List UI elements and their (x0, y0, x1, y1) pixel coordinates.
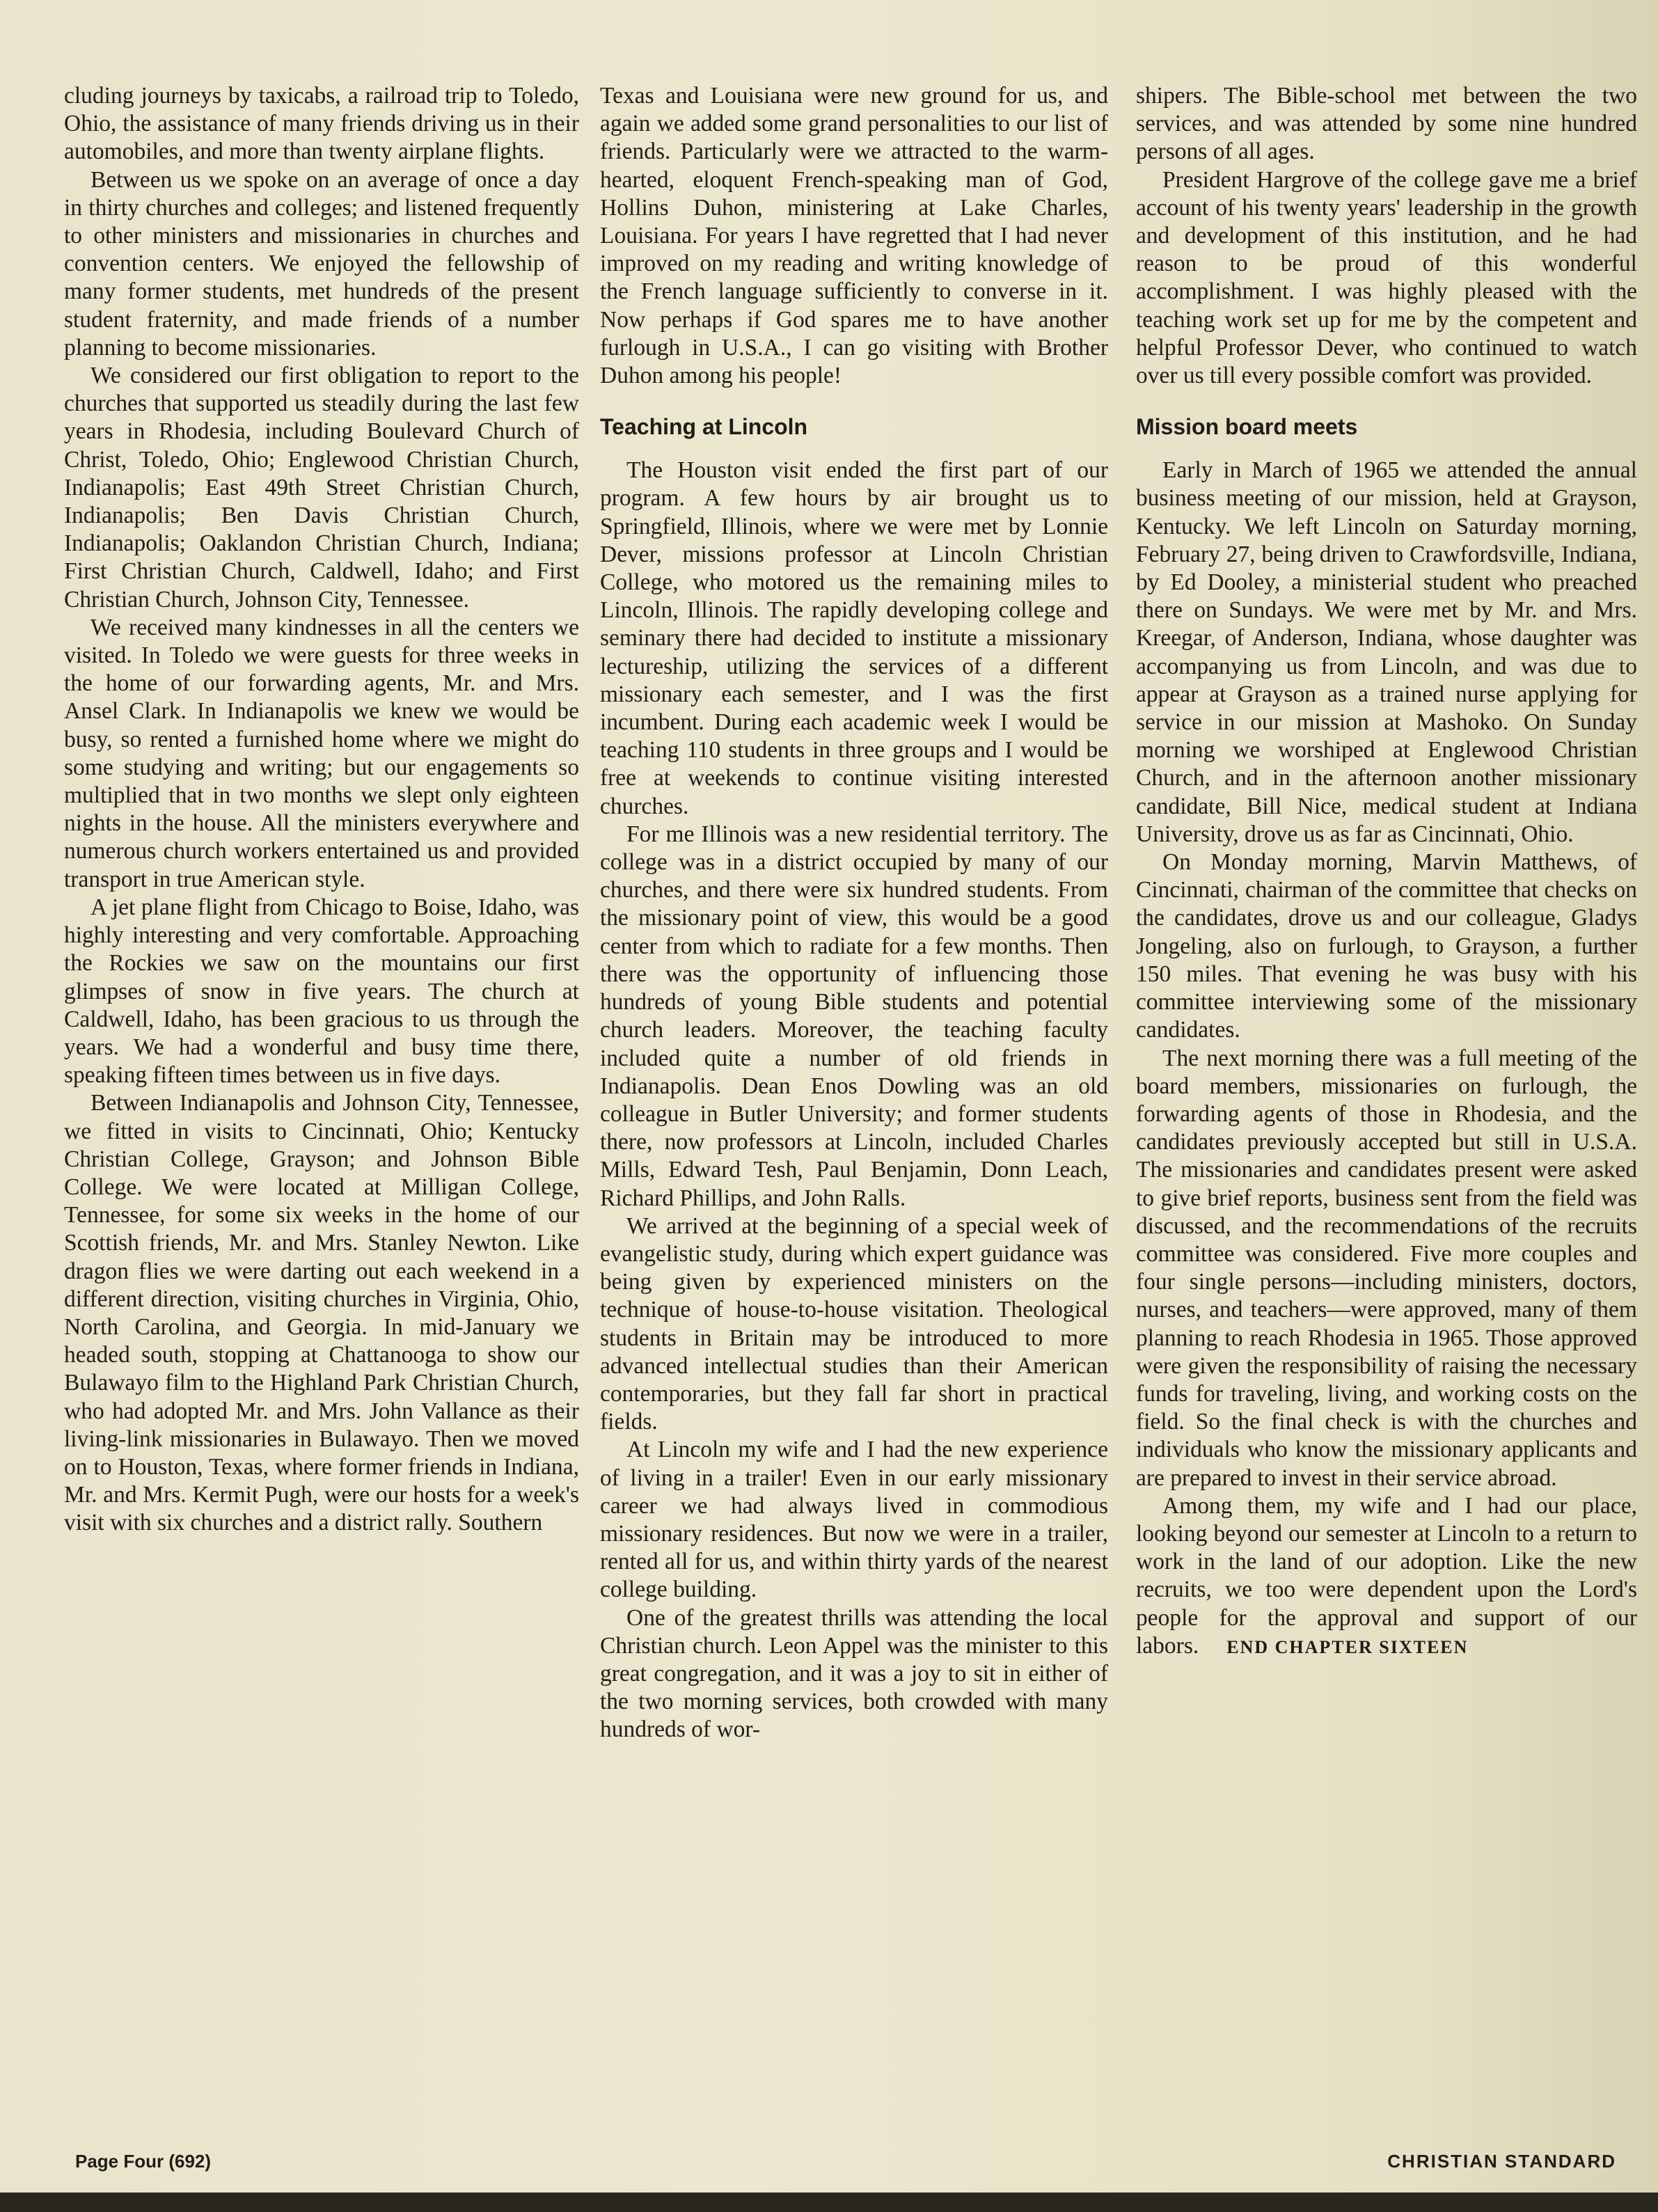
column-1 (64, 82, 579, 1538)
paragraph: shipers. The Bible-school met between the two services, and was attended by some nine hundred persons of all ages. (1136, 83, 1637, 165)
section-heading-teaching-at-lincoln: Teaching at Lincoln (600, 414, 808, 440)
paragraph: A jet plane flight from Chicago to Boise, Idaho, was highly interesting and very comfortable. Approaching the Rockies we saw on the mountains our first glimpses of snow in five years. The church at Caldwell, Idaho, has been gracious to us through the years. We had a wonderful and busy time there, speaking fifteen times between us in five days. (64, 894, 579, 1089)
page-number-footer: Page Four (692) (75, 2151, 212, 2172)
paragraph: We arrived at the beginning of a special week of evangelistic study, during which expert guidance was being given by experienced ministers on the technique of house-to-house visitation. Theological students in Britain may be introduced to more advanced intellectual studies than their American contemporaries, but they fall far short in practical fields. (600, 1212, 1108, 1435)
section-heading-mission-board-meets: Mission board meets (1136, 414, 1358, 440)
paragraph: Texas and Louisiana were new ground for us, and again we added some grand personalities to our list of friends. Particularly were we attracted to the warm-hearted, eloquent French-speaking man of God, Hollins Duhon, ministering at Lake Charles, Louisiana. For years I have regretted that I had never improved on my reading and writing knowledge of the French language sufficiently to converse in it. Now perhaps if God spares me to have another furlough in U.S.A., I can go visiting with Brother Duhon among his people! (600, 83, 1108, 389)
paragraph: On Monday morning, Marvin Matthews, of Cincinnati, chairman of the committee that checks on the candidates, drove us and our colleague, Gladys Jongeling, also on furlough, to Grayson, a further 150 miles. That evening he was busy with his committee interviewing some of the missionary candidates. (1136, 849, 1637, 1043)
paragraph: The next morning there was a full meeting of the board members, missionaries on furlough, the forwarding agents of those in Rhodesia, and the candidates previously accepted but still in U.S.A. The missionaries and candidates present were asked to give brief reports, business sent from the field was discussed, and the recommendations of the recruits committee was considered. Five more couples and four single persons—including ministers, doctors, nurses, and teachers—were approved, many of them planning to reach Rhodesia in 1965. Those approved were given the responsibility of raising the necessary funds for traveling, living, and working costs on the field. So the final check is with the churches and individuals who know the missionary applicants and are prepared to invest in their service abroad. (1136, 1045, 1637, 1491)
end-chapter-marker: END CHAPTER SIXTEEN (1226, 1636, 1469, 1657)
paragraph: President Hargrove of the college gave me a brief account of his twenty years' leadership in the growth and development of this institution, and he had reason to be proud of this wonderful accomplishment. I was highly pleased with the teaching work set up for me by the competent and helpful Professor Dever, who continued to watch over us till every possible comfort was provided. (1136, 166, 1637, 389)
column-2 (600, 82, 1108, 1744)
paragraph: The Houston visit ended the first part of our program. A few hours by air brought us to Springfield, Illinois, where we were met by Lonnie Dever, missions professor at Lincoln Christian College, who motored us the remaining miles to Lincoln, Illinois. The rapidly developing college and seminary there had decided to institute a missionary lectureship, utilizing the services of a different missionary each semester, and I was the first incumbent. During each academic week I would be teaching 110 students in three groups and I would be free at weekends to continue visiting interested churches. (600, 457, 1108, 819)
paragraph: Between Indianapolis and Johnson City, Tennessee, we fitted in visits to Cincinnati, Ohio; Kentucky Christian College, Grayson; and Johnson Bible College. We were located at Milligan College, Tennessee, for some six weeks in the home of our Scottish friends, Mr. and Mrs. Stanley Newton. Like dragon flies we were darting out each weekend in a different direction, visiting churches in Virginia, Ohio, North Carolina, and Georgia. In mid-January we headed south, stopping at Chattanooga to show our Bulawayo film to the Highland Park Christian Church, who had adopted Mr. and Mrs. John Vallance as their living-link missionaries in Bulawayo. Then we moved on to Houston, Texas, where former friends in Indiana, Mr. and Mrs. Kermit Pugh, were our hosts for a week's visit with six churches and a district rally. Southern (64, 1090, 579, 1536)
paragraph: Early in March of 1965 we attended the annual business meeting of our mission, held at Grayson, Kentucky. We left Lincoln on Saturday morning, February 27, being driven to Crawfordsville, Indiana, by Ed Dooley, a ministerial student who preached there on Sundays. We were met by Mr. and Mrs. Kreegar, of Anderson, Indiana, whose daughter was accompanying us from Lincoln, and was due to appear at Grayson as a trained nurse applying for service in our mission at Mashoko. On Sunday morning we worshiped at Englewood Christian Church, and in the afternoon another missionary candidate, Bill Nice, medical student at Indiana University, drove us as far as Cincinnati, Ohio. (1136, 457, 1637, 847)
paragraph: Between us we spoke on an average of once a day in thirty churches and colleges; and listened frequently to other ministers and missionaries in churches and convention centers. We enjoyed the fellowship of many former students, met hundreds of the present student fraternity, and made friends of a number planning to become missionaries. (64, 166, 579, 361)
paragraph: cluding journeys by taxicabs, a railroad trip to Toledo, Ohio, the assistance of many friends driving us in their automobiles, and more than twenty airplane flights. (64, 83, 579, 165)
column-3 (1136, 82, 1637, 1661)
paragraph-text: Among them, my wife and I had our place, looking beyond our semester at Lincoln to a return to work in the land of our adoption. Like the new recruits, we too were dependent upon the Lord's people for the approval and support of our labors. (1136, 1492, 1637, 1659)
paragraph: One of the greatest thrills was attending the local Christian church. Leon Appel was the minister to this great congregation, and it was a joy to sit in either of the two morning services, both crowded with many hundreds of wor- (600, 1604, 1108, 1743)
paragraph: For me Illinois was a new residential territory. The college was in a district occupied by many of our churches, and there were six hundred students. From the missionary point of view, this would be a good center from which to radiate for a few months. Then there was the opportunity of influencing those hundreds of young Bible students and potential church leaders. Moreover, the teaching faculty included quite a number of old friends in Indianapolis. Dean Enos Dowling was an old colleague in Butler University; and former students there, now professors at Lincoln, included Charles Mills, Edward Tesh, Paul Benjamin, Donn Leach, Richard Phillips, and John Ralls. (600, 821, 1108, 1211)
paragraph (1136, 1492, 1637, 1661)
publication-name-footer: CHRISTIAN STANDARD (1387, 2151, 1616, 2172)
scan-edge (0, 2193, 1658, 2212)
paragraph: We considered our first obligation to report to the churches that supported us steadily during the last few years in Rhodesia, including Boulevard Church of Christ, Toledo, Ohio; Englewood Christian Church, Indianapolis; East 49th Street Christian Church, Indianapolis; Ben Davis Christian Church, Indianapolis; Oaklandon Christian Church, Indiana; First Christian Church, Caldwell, Idaho; and First Christian Church, Johnson City, Tennessee. (64, 363, 579, 613)
paragraph: At Lincoln my wife and I had the new experience of living in a trailer! Even in our early missionary career we had always lived in commodious missionary residences. But now we were in a trailer, rented all for us, and within thirty yards of the nearest college building. (600, 1437, 1108, 1603)
paragraph: We received many kindnesses in all the centers we visited. In Toledo we were guests for three weeks in the home of our forwarding agents, Mr. and Mrs. Ansel Clark. In Indianapolis we knew we would be busy, so rented a furnished home where we might do some studying and writing; but our engagements so multiplied that in two months we slept only eighteen nights in the house. All the ministers everywhere and numerous church workers entertained us and provided transport in true American style. (64, 614, 579, 892)
